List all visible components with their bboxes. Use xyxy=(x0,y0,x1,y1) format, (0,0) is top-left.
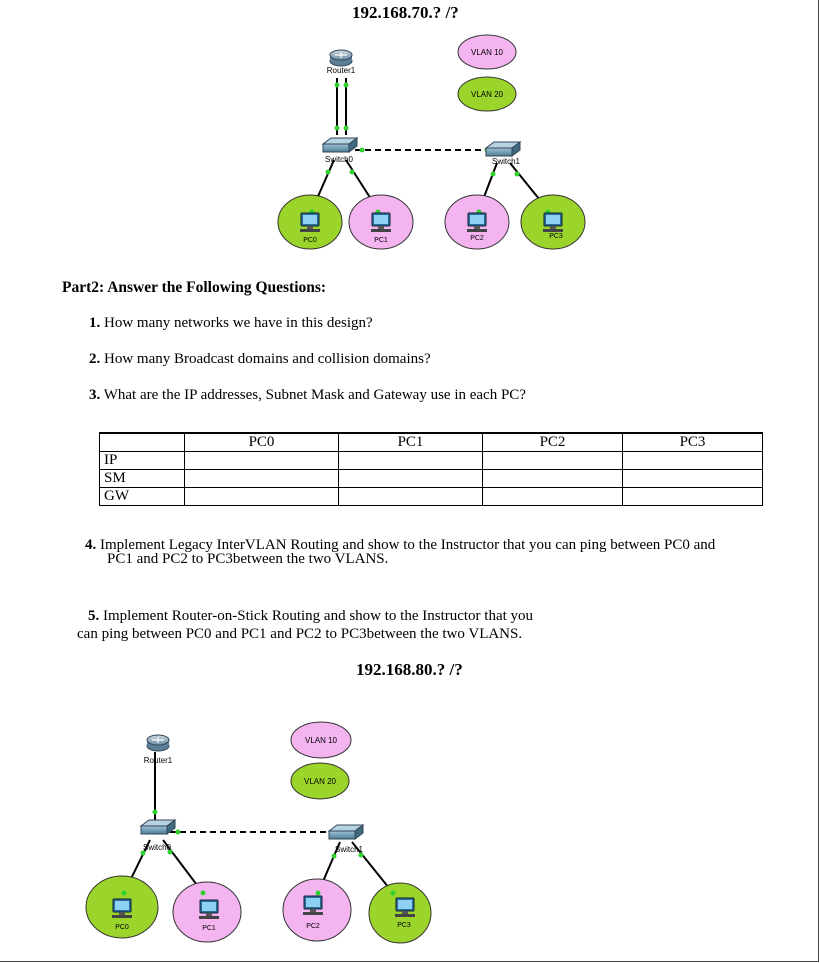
switch0-icon xyxy=(323,138,357,152)
question-2-number: 2. xyxy=(89,351,101,367)
question-5-continued: can ping between PC0 and PC1 and PC2 to PC3between the two VLANS. xyxy=(77,626,523,642)
row-label-sm: SM xyxy=(100,470,185,488)
question-4 xyxy=(85,538,715,566)
question-3 xyxy=(89,387,526,404)
diagram-1 xyxy=(278,35,585,249)
question-1-number: 1. xyxy=(89,315,101,331)
router-label: Router1 xyxy=(326,66,356,75)
sm-pc1-cell[interactable] xyxy=(339,470,483,488)
network-label-2: 192.168.80.? /? xyxy=(356,660,463,679)
pc3-label: PC3 xyxy=(549,233,563,240)
pc0-label-2: PC0 xyxy=(115,924,129,931)
sm-pc3-cell[interactable] xyxy=(623,470,763,488)
pc0-label: PC0 xyxy=(303,237,317,244)
table-header-pc1: PC1 xyxy=(339,433,483,452)
router-label-2: Router1 xyxy=(143,756,173,765)
switch1-label: Switch1 xyxy=(491,157,521,166)
row-label-ip: IP xyxy=(100,452,185,470)
address-table xyxy=(99,432,763,506)
question-2-text: How many Broadcast domains and collision domains? xyxy=(104,351,431,367)
vlan10-legend-label-2: VLAN 10 xyxy=(304,736,338,745)
table-header-blank xyxy=(100,433,185,452)
question-3-number: 3. xyxy=(89,387,101,403)
question-2 xyxy=(89,351,431,368)
pc2-label: PC2 xyxy=(470,235,484,242)
table-row xyxy=(100,470,763,488)
question-1-text: How many networks we have in this design? xyxy=(104,315,373,331)
table-header-row xyxy=(100,433,763,452)
question-4-line2: PC1 and PC2 to PC3between the two VLANS. xyxy=(107,551,389,567)
table-row xyxy=(100,488,763,506)
sm-pc0-cell[interactable] xyxy=(185,470,339,488)
question-3-text: What are the IP addresses, Subnet Mask and Gateway use in each PC? xyxy=(103,387,526,403)
vlan20-legend-label: VLAN 20 xyxy=(470,90,504,99)
part2-heading: Part2: Answer the Following Questions: xyxy=(62,279,327,296)
question-4-number: 4. xyxy=(85,537,97,553)
pc3-label-2: PC3 xyxy=(397,922,411,929)
gw-pc3-cell[interactable] xyxy=(623,488,763,506)
pc1-label: PC1 xyxy=(374,237,388,244)
ip-pc1-cell[interactable] xyxy=(339,452,483,470)
question-4-line1: Implement Legacy InterVLAN Routing and show to the Instructor that you can ping between PC0 and xyxy=(100,537,716,553)
pc3-icon xyxy=(543,213,563,232)
ip-pc3-cell[interactable] xyxy=(623,452,763,470)
diagram-2 xyxy=(86,722,431,943)
pc0-icon-2 xyxy=(112,899,132,918)
table-header-pc0: PC0 xyxy=(185,433,339,452)
row-label-gw: GW xyxy=(100,488,185,506)
question-5-number: 5. xyxy=(88,608,100,624)
pc3-icon-2 xyxy=(395,898,415,917)
sm-pc2-cell[interactable] xyxy=(483,470,623,488)
switch0-icon-2 xyxy=(141,820,175,834)
question-5 xyxy=(88,608,533,625)
pc1-icon-2 xyxy=(199,900,219,919)
switch1-icon-2 xyxy=(329,825,363,839)
vlan10-legend-label: VLAN 10 xyxy=(470,48,504,57)
vlan20-legend-label-2: VLAN 20 xyxy=(303,777,337,786)
router-icon-2 xyxy=(147,735,169,751)
pc0-icon xyxy=(300,213,320,232)
switch0-label: Switch0 xyxy=(324,155,354,164)
router-icon xyxy=(330,50,352,66)
pc2-icon-2 xyxy=(303,896,323,915)
pc1-icon xyxy=(371,213,391,232)
switch0-label-2: Switch0 xyxy=(142,843,172,852)
table-row xyxy=(100,452,763,470)
gw-pc0-cell[interactable] xyxy=(185,488,339,506)
pc1-label-2: PC1 xyxy=(202,925,216,932)
network-label-1: 192.168.70.? /? xyxy=(352,3,459,22)
switch1-label-2: Switch1 xyxy=(334,845,364,854)
question-5-line1: Implement Router-on-Stick Routing and show to the Instructor that you xyxy=(103,608,534,624)
table-header-pc2: PC2 xyxy=(483,433,623,452)
ip-pc2-cell[interactable] xyxy=(483,452,623,470)
gw-pc1-cell[interactable] xyxy=(339,488,483,506)
gw-pc2-cell[interactable] xyxy=(483,488,623,506)
table-header-pc3: PC3 xyxy=(623,433,763,452)
pc2-label-2: PC2 xyxy=(306,923,320,930)
pc2-icon xyxy=(467,213,487,232)
switch1-icon xyxy=(486,142,520,156)
ip-pc0-cell[interactable] xyxy=(185,452,339,470)
question-1 xyxy=(89,315,373,332)
